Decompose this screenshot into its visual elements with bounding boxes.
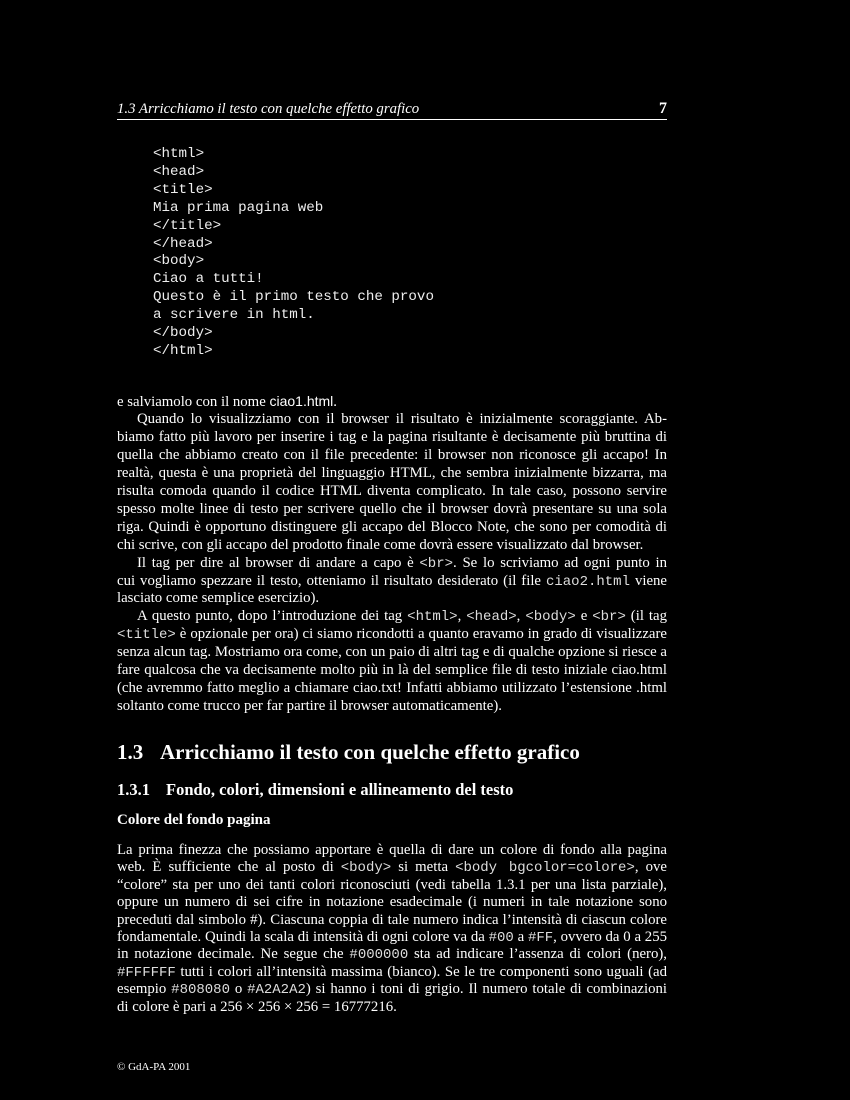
code-line: <title> (153, 181, 213, 198)
text-line (117, 625, 667, 644)
text-run: web. È sufficiente che al posto di (117, 859, 341, 876)
text-line (137, 410, 667, 428)
text-line (117, 697, 667, 715)
subsection-number: 1.3.1 (117, 780, 150, 799)
text-run: (il tag (625, 608, 667, 625)
running-header: 1.3 Arricchiamo il testo con quelche effetto grafico (117, 101, 420, 117)
text-line (117, 482, 667, 500)
text-run: Il tag per dire al browser di andare a capo è (137, 554, 420, 571)
text-run: biamo fatto più lavoro per inserire i tag e la pagina risultante è decisamente più bruttina di (117, 428, 667, 445)
text-run: oppure un numero di sei cifre in notazione esadecimale (i numeri in tale notazione sono (117, 894, 667, 911)
code-line: Ciao a tutti! (153, 271, 264, 288)
text-run: soltanto come trucco per far partire il browser automaticamente). (117, 698, 502, 715)
inline-code: <html> (407, 609, 458, 626)
section-number: 1.3 (117, 740, 144, 764)
inline-code: <br> (419, 555, 454, 572)
text-line (117, 392, 667, 411)
text-run: riga. Quindi è opportuno distinguere gli accapo del Blocco Note, che sono per comodità di (117, 518, 667, 535)
text-run: , (516, 608, 526, 625)
text-line (117, 963, 667, 982)
inline-code: #A2A2A2 (247, 982, 306, 999)
page-number: 7 (659, 100, 667, 117)
text-run: e salviamolo con il nome (117, 394, 270, 410)
text-line (117, 572, 667, 591)
text-run: realtà, questa è una proprietà del linguaggio HTML, che sembra inizialmente bizzarra, ma (117, 464, 667, 481)
text-line (117, 980, 667, 999)
filename: ciao1.html (269, 393, 334, 409)
code-line: a scrivere in html. (153, 307, 315, 324)
text-line (117, 876, 667, 894)
text-line (117, 518, 667, 536)
code-line: </head> (153, 235, 213, 252)
text-run: “colore” sta per uno dei tanti colori riconosciuti (vedi tabella 1.3.1 per una lista parziale), (117, 876, 667, 893)
header-rule (117, 119, 667, 120)
inline-code: <body> (525, 609, 576, 626)
code-line: </html> (153, 342, 213, 359)
text-run: fare qualcosa che va decisamente molto più in là del semplice file di testo iniziale ciao.html (117, 662, 667, 679)
text-run: preceduti dal simbolo #). Ciascuna coppia di tale numero indica l’intensità di ciascun colore (117, 911, 667, 928)
inline-code: <br> (592, 609, 626, 626)
text-run: sta ad indicare l’assenza di colori (nero), (408, 946, 667, 963)
text-run: ) si hanno i toni di grigio. Il numero totale di combinazioni (305, 981, 667, 998)
inline-code: ciao2.html (545, 573, 630, 590)
text-line (117, 858, 667, 877)
text-line (117, 446, 667, 464)
text-line (117, 428, 667, 446)
text-run: risulta comoda quando il codice HTML diventa complicato. In tale caso, possono servire (117, 482, 667, 499)
footer-copyright: © GdA-PA 2001 (117, 1061, 191, 1073)
code-line: <head> (153, 163, 205, 180)
text-run: (che avremmo fatto meglio a chiamare ciao.txt! Infatti abbiamo utilizzato l’estensione .html (117, 680, 667, 697)
code-line: <html> (153, 146, 205, 162)
subsection-heading (117, 780, 513, 800)
text-run: tutti i colori all’intensità massima (bianco). Se le tre componenti sono uguali (ad (175, 963, 667, 980)
code-line: Questo è il primo testo che provo (153, 289, 434, 306)
text-run: e (575, 608, 593, 625)
text-line (117, 998, 667, 1016)
text-line (117, 536, 667, 554)
text-run: quella che abbiamo creato con il file precedente: il browser non riconosce gli accapo! In (117, 446, 667, 463)
text-run: lasciato come semplice esercizio). (117, 590, 320, 607)
text-run: , ove (634, 859, 667, 876)
text-run: in notazione decimale. Ne segue che (117, 946, 350, 963)
inline-code: #FFFFFF (117, 964, 176, 981)
text-run: si metta (391, 859, 456, 876)
text-run: . (333, 394, 337, 410)
inline-code: <head> (466, 609, 517, 626)
text-line (117, 464, 667, 482)
text-run: , ovvero da 0 a 255 (553, 929, 667, 945)
text-line (117, 945, 667, 964)
text-line (117, 500, 667, 518)
text-run: , (457, 608, 467, 625)
text-line (137, 607, 667, 626)
inline-code: #FF (527, 930, 554, 946)
text-run: Quando lo visualizziamo con il browser il risultato è inizialmente scoraggiante. Ab- (137, 410, 667, 427)
inline-code: #000000 (349, 947, 409, 964)
inline-code: <body bgcolor=colore> (455, 860, 635, 877)
subsection-title: Fondo, colori, dimensioni e allineamento del testo (166, 780, 514, 799)
text-run: La prima finezza che possiamo apportare è quella di dare un colore di fondo alla pagina (117, 842, 667, 858)
text-run: o (229, 981, 248, 998)
inline-code: #808080 (171, 982, 230, 999)
text-line (117, 911, 667, 929)
paragraph-heading: Colore del fondo pagina (117, 812, 271, 828)
text-line (117, 893, 667, 911)
code-line: </body> (153, 325, 213, 341)
text-run: . Se lo scriviamo ad ogni punto in (453, 554, 667, 571)
text-run: viene (629, 572, 667, 589)
text-run: spesso molte linee di testo per scrivere quello che il browser dovrà presentare su una sola (117, 500, 667, 517)
text-run: a (513, 929, 528, 945)
text-line (117, 661, 667, 679)
text-run: A questo punto, dopo l’introduzione dei tag (137, 608, 408, 625)
code-line: Mia prima pagina web (153, 199, 324, 216)
text-line (137, 554, 667, 573)
code-line: <body> (153, 253, 205, 270)
section-heading (117, 740, 580, 765)
text-run: esempio (117, 981, 172, 998)
inline-code: <body> (340, 860, 392, 877)
text-run: di colore è pari a 256 × 256 × 256 = 16777216. (117, 998, 397, 1015)
text-line (117, 928, 667, 947)
text-run: fondamentale. Quindi la scala di intensità di ogni colore va da (117, 929, 489, 945)
text-run: chi scrive, con gli accapo del prodotto finale come dovrà essere visualizzato dal browser. (117, 536, 644, 553)
text-line (117, 679, 667, 697)
code-line: </title> (153, 217, 222, 234)
section-title: Arricchiamo il testo con quelche effetto grafico (160, 740, 580, 764)
inline-code: #00 (488, 930, 514, 946)
text-line (117, 841, 667, 859)
text-line (117, 643, 667, 661)
text-run: senza alcun tag. Mostriamo ora come, con un paio di altri tag e di qualche opzione si riesce a (117, 644, 667, 661)
text-line (117, 589, 667, 607)
inline-code: <title> (117, 627, 176, 644)
text-run: cui vogliamo spezzare il testo, otteniamo il risultato desiderato (il file (117, 572, 546, 589)
text-run: è opzionale per ora) ci siamo ricondotti a quanto eravamo in grado di visualizzare (175, 626, 667, 643)
